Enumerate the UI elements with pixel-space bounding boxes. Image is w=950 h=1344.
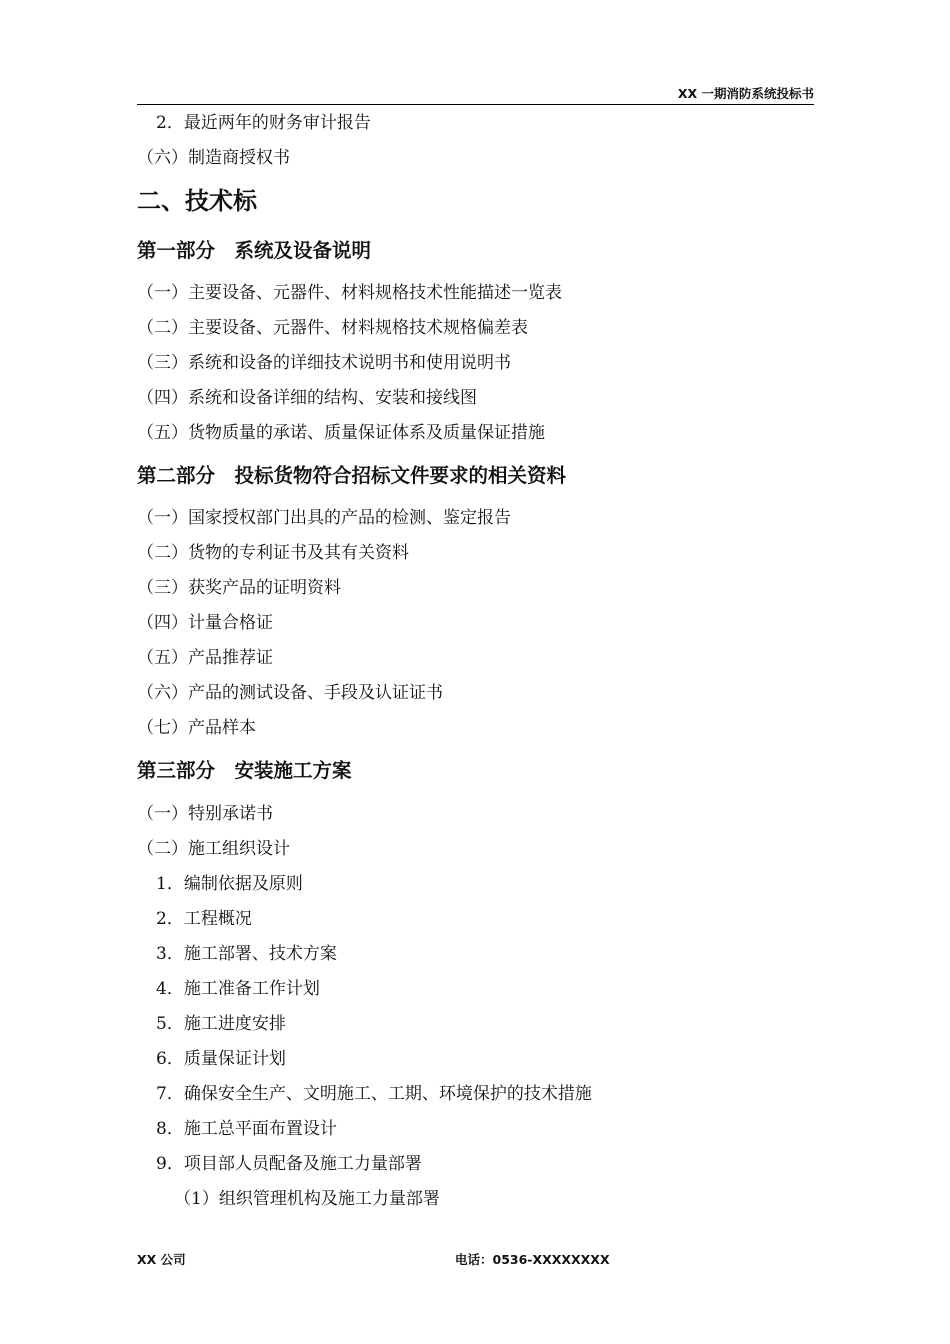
footer-phone: 电话：0536-XXXXXXXX <box>455 1252 610 1267</box>
list-item: 2．最近两年的财务审计报告 <box>156 113 371 133</box>
part-heading: 第一部分 系统及设备说明 <box>137 239 372 262</box>
list-item: 4．施工准备工作计划 <box>156 979 320 999</box>
part-heading: 第二部分 投标货物符合招标文件要求的相关资料 <box>137 464 567 487</box>
list-item: （四）计量合格证 <box>137 613 273 633</box>
list-item: 2．工程概况 <box>156 909 252 929</box>
list-item: 6．质量保证计划 <box>156 1049 286 1069</box>
list-item: （三）获奖产品的证明资料 <box>137 578 341 598</box>
list-item: 8．施工总平面布置设计 <box>156 1119 337 1139</box>
part-heading: 第三部分 安装施工方案 <box>137 759 352 782</box>
list-item: （一）国家授权部门出具的产品的检测、鉴定报告 <box>137 508 511 528</box>
list-item: （七）产品样本 <box>137 718 256 738</box>
list-item: （二）施工组织设计 <box>137 839 290 859</box>
list-item: （1）组织管理机构及施工力量部署 <box>174 1189 440 1209</box>
list-item: （五）产品推荐证 <box>137 648 273 668</box>
list-item: （二）主要设备、元器件、材料规格技术规格偏差表 <box>137 318 528 338</box>
list-item: （二）货物的专利证书及其有关资料 <box>137 543 409 563</box>
list-item: 9．项目部人员配备及施工力量部署 <box>156 1154 422 1174</box>
list-item: （六）产品的测试设备、手段及认证证书 <box>137 683 443 703</box>
list-item: （一）特别承诺书 <box>137 804 273 824</box>
header-title: XX 一期消防系统投标书 <box>677 86 814 101</box>
list-item: （六）制造商授权书 <box>137 148 290 168</box>
footer-company: XX 公司 <box>137 1252 186 1267</box>
list-item: 1．编制依据及原则 <box>156 874 303 894</box>
list-item: 5．施工进度安排 <box>156 1014 286 1034</box>
section-heading: 二、技术标 <box>137 186 257 215</box>
list-item: （三）系统和设备的详细技术说明书和使用说明书 <box>137 353 511 373</box>
list-item: 3．施工部署、技术方案 <box>156 944 337 964</box>
list-item: （一）主要设备、元器件、材料规格技术性能描述一览表 <box>137 283 562 303</box>
list-item: 7．确保安全生产、文明施工、工期、环境保护的技术措施 <box>156 1084 592 1104</box>
page-header <box>137 84 814 105</box>
list-item: （五）货物质量的承诺、质量保证体系及质量保证措施 <box>137 423 545 443</box>
list-item: （四）系统和设备详细的结构、安装和接线图 <box>137 388 477 408</box>
